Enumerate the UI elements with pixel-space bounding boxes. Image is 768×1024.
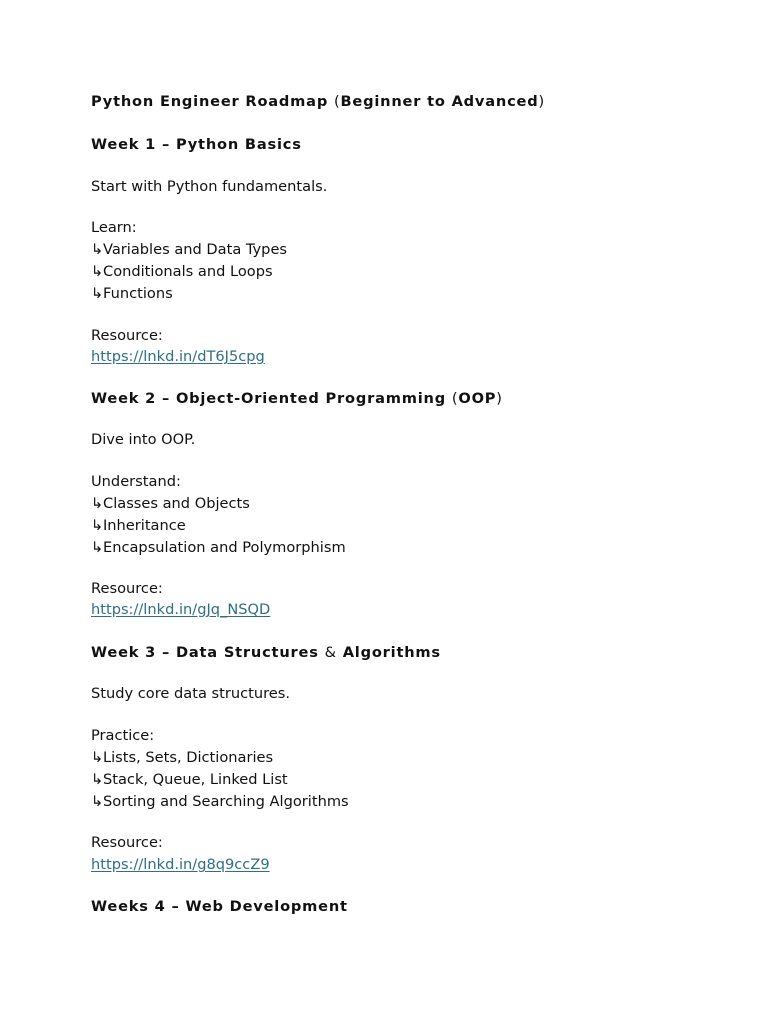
week2-list-item xyxy=(91,494,250,514)
list-item-text: Classes and Objects xyxy=(103,495,250,512)
week3-list-label: Practice: xyxy=(91,727,155,744)
week2-heading-abbr: OOP xyxy=(458,390,497,407)
week2-list-label: Understand: xyxy=(91,473,181,490)
arrow-icon: ↳ xyxy=(91,517,104,534)
week3-heading-part1: Week 3 – Data Structures xyxy=(91,644,319,661)
week2-heading-main: Week 2 – Object-Oriented Programming xyxy=(91,390,446,407)
week1-resource-link[interactable]: https://lnkd.in/dT6J5cpg xyxy=(91,348,265,365)
week2-resource-link[interactable]: https://lnkd.in/gJq_NSQD xyxy=(91,601,271,618)
list-item-text: Stack, Queue, Linked List xyxy=(103,771,288,788)
title-main: Python Engineer Roadmap xyxy=(91,93,329,110)
week2-resource-label: Resource: xyxy=(91,580,163,597)
week2-paren-open: ( xyxy=(451,390,459,407)
document-title xyxy=(91,92,545,112)
week2-intro: Dive into OOP. xyxy=(91,431,196,448)
week2-list-item xyxy=(91,516,186,536)
week4-heading: Weeks 4 – Web Development xyxy=(91,898,348,915)
arrow-icon: ↳ xyxy=(91,241,104,258)
list-item-text: Sorting and Searching Algorithms xyxy=(103,793,349,810)
week3-heading xyxy=(91,643,441,663)
list-item-text: Lists, Sets, Dictionaries xyxy=(103,749,274,766)
arrow-icon: ↳ xyxy=(91,263,104,280)
list-item-text: Functions xyxy=(103,285,173,302)
list-item-text: Variables and Data Types xyxy=(103,241,288,258)
week1-intro: Start with Python fundamentals. xyxy=(91,178,328,195)
week1-list-item xyxy=(91,284,173,304)
week1-list-label: Learn: xyxy=(91,219,137,236)
week1-list-item xyxy=(91,240,287,260)
week1-heading: Week 1 – Python Basics xyxy=(91,136,302,153)
week3-amp: & xyxy=(324,644,337,661)
arrow-icon: ↳ xyxy=(91,793,104,810)
week3-list-item xyxy=(91,770,288,790)
list-item-text: Encapsulation and Polymorphism xyxy=(103,539,346,556)
title-sub: Beginner to Advanced xyxy=(340,93,539,110)
week3-resource-link[interactable]: https://lnkd.in/g8q9ccZ9 xyxy=(91,856,270,873)
arrow-icon: ↳ xyxy=(91,749,104,766)
list-item-text: Inheritance xyxy=(103,517,186,534)
week3-intro: Study core data structures. xyxy=(91,685,291,702)
arrow-icon: ↳ xyxy=(91,495,104,512)
week3-list-item xyxy=(91,748,273,768)
arrow-icon: ↳ xyxy=(91,285,104,302)
list-item-text: Conditionals and Loops xyxy=(103,263,273,280)
week2-list-item xyxy=(91,538,346,558)
arrow-icon: ↳ xyxy=(91,539,104,556)
week2-heading xyxy=(91,389,503,409)
week2-paren-close: ) xyxy=(496,390,503,407)
title-paren-open: ( xyxy=(333,93,341,110)
title-paren-close: ) xyxy=(538,93,545,110)
arrow-icon: ↳ xyxy=(91,771,104,788)
week3-heading-part2: Algorithms xyxy=(342,644,441,661)
week1-resource-label: Resource: xyxy=(91,327,163,344)
week1-list-item xyxy=(91,262,273,282)
week3-list-item xyxy=(91,792,349,812)
week3-resource-label: Resource: xyxy=(91,834,163,851)
